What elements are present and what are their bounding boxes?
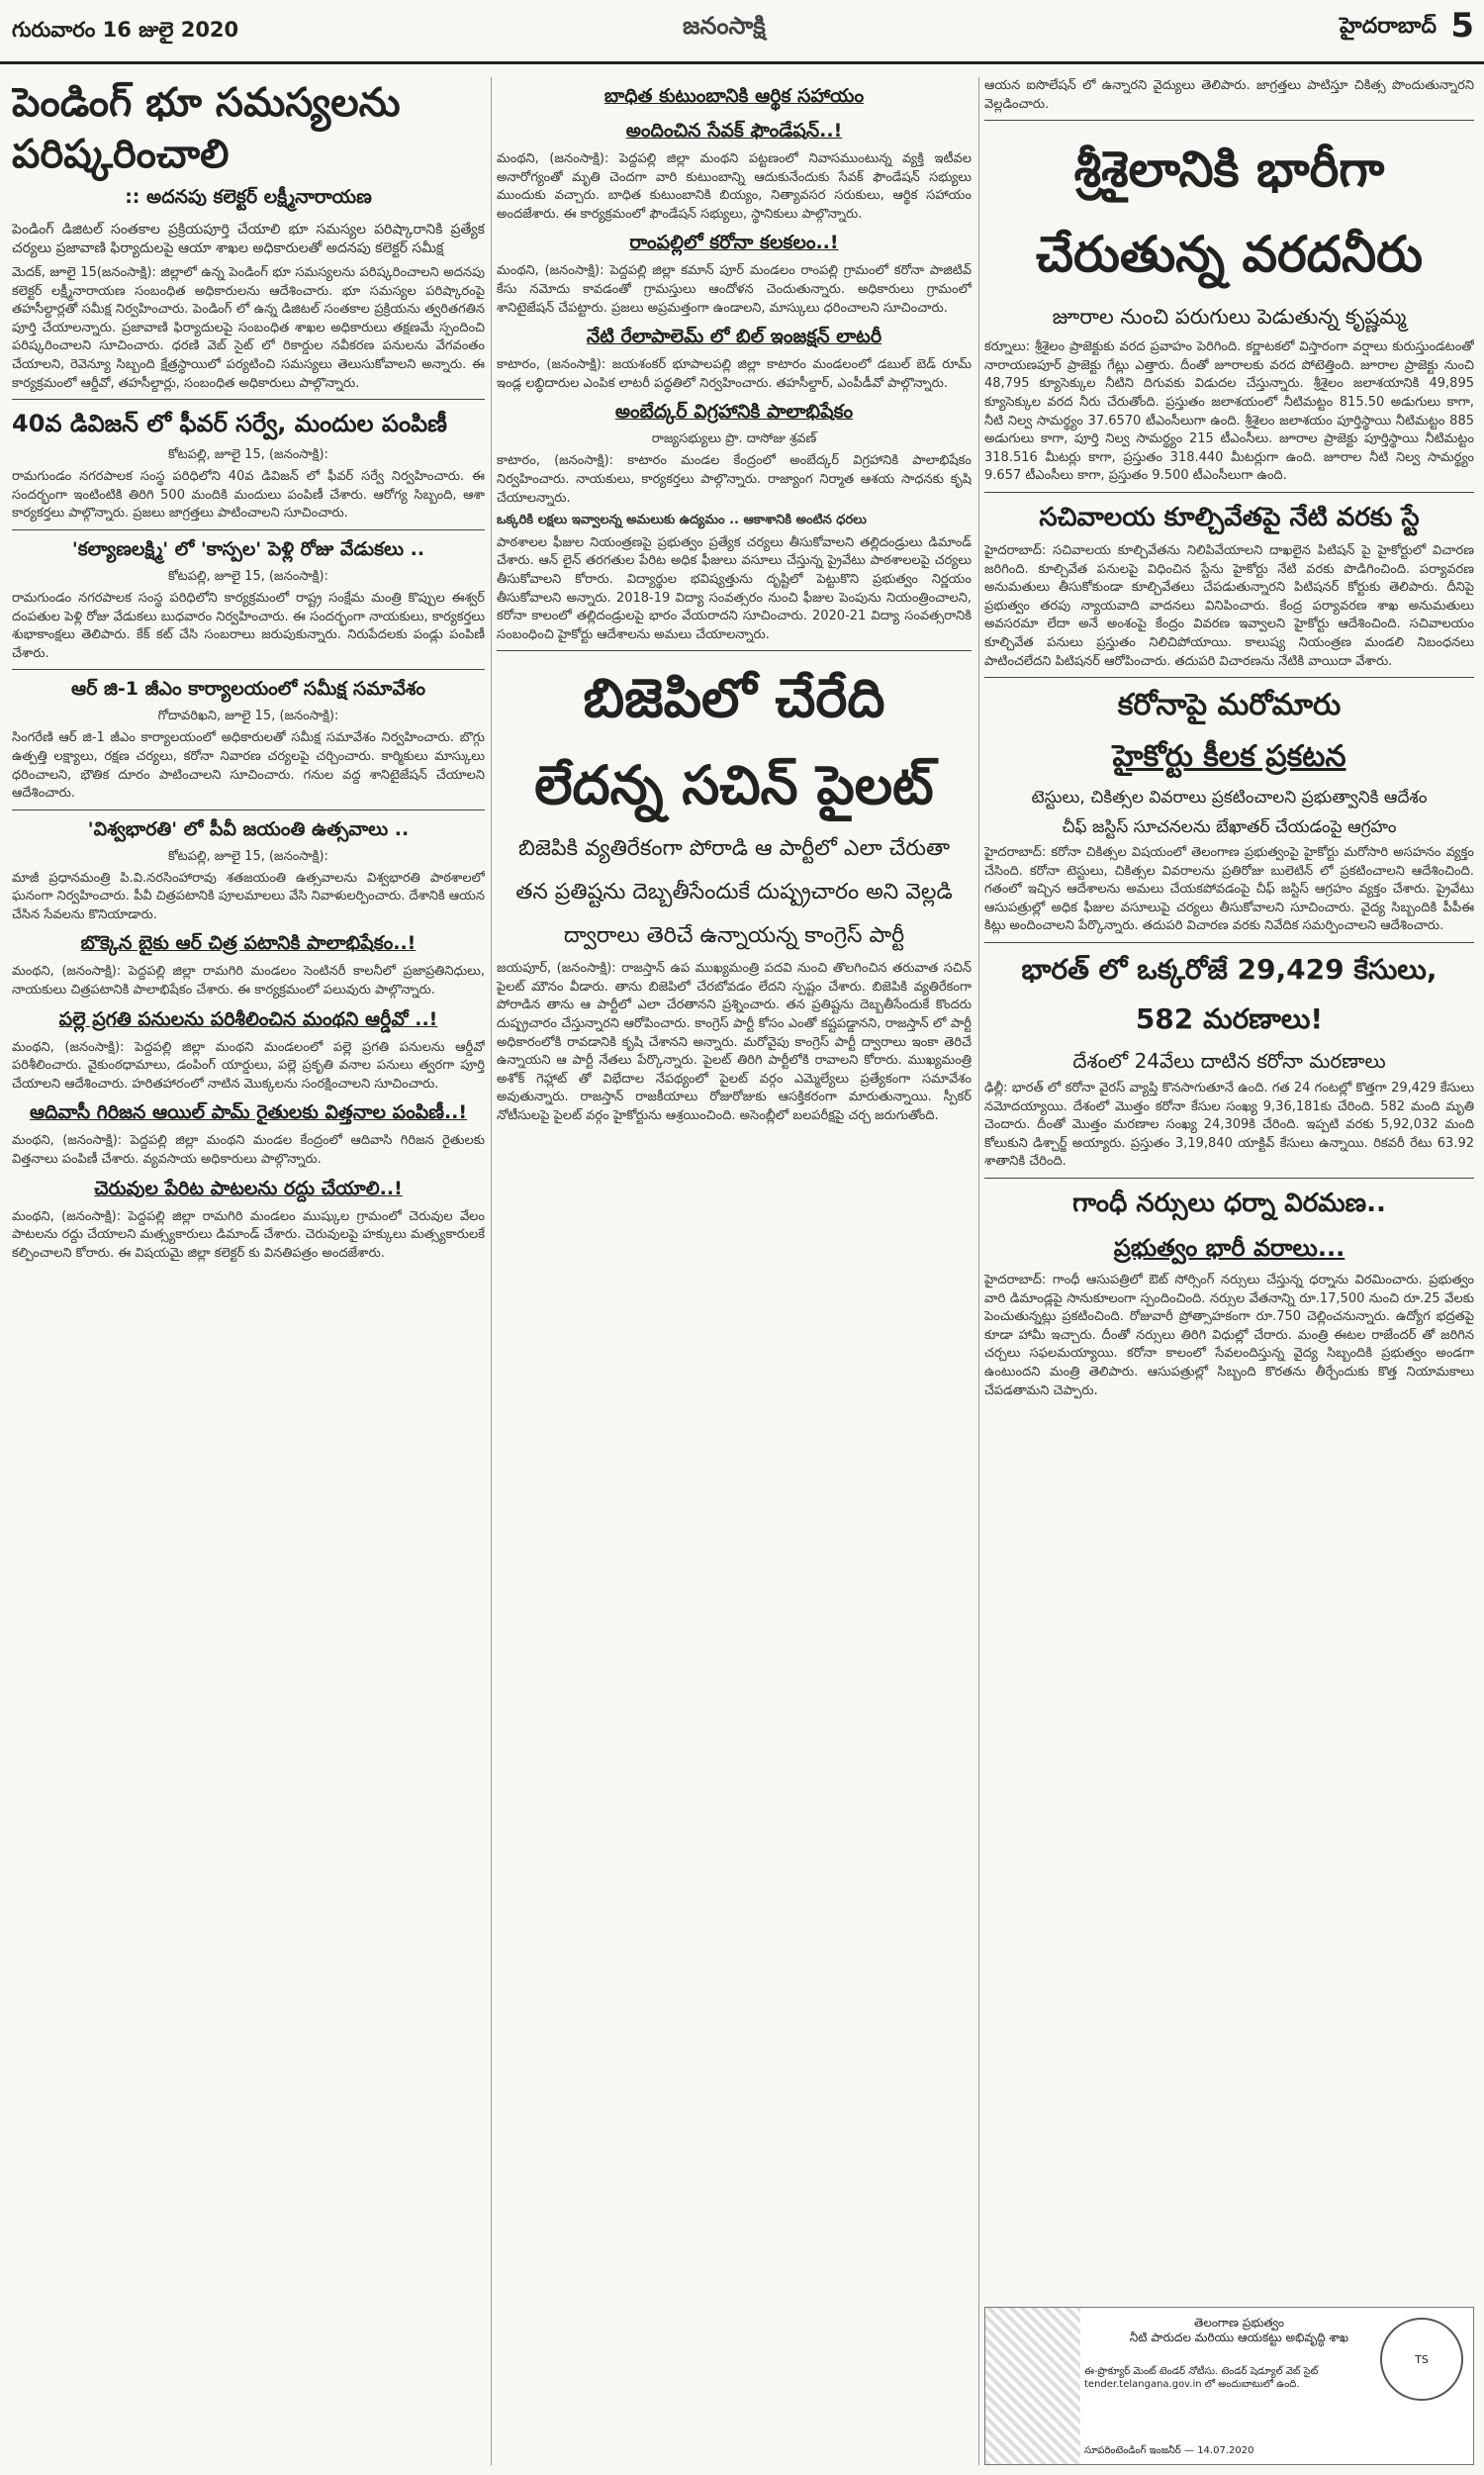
article-body: మెదక్, జూలై 15(జనంసాక్షి): జిల్లాలో ఉన్న పెండింగ్ భూ సమస్యలను పరిష్కరించాలని అదనపు కలెక్టర్ లక్ష్మీనారాయణ సంబంధిత అధికారులను ఆదేశించారు. భూ సమస్యల పరిష్కారంపై తహసీల్దార్లతో సమీక్ష నిర్వహించారు. పెండింగ్ లో ఉన్న డిజిటల్ సంతకాల ప్రక్రియను త్వరితగతిన పూర్తి చేయాలన్నారు. ప్రజావాణి ఫిర్యాదులపై సంబంధిత శాఖల అధికారులు తక్షణమే స్పందించి పరిష్కరించాలని సూచించారు. ధరణి వెబ్ సైట్ లో రికార్డుల నవీకరణ పనులను వేగవంతం చేయాలని, రెవెన్యూ సిబ్బంది క్షేత్రస్థాయిలో పర్యటించి సమస్యలు తెలుసుకోవాలని అన్నారు. ఈ కార్యక్రమంలో ఆర్డీవో, తహసీల్దార్లు, సంబంధిత అధికారులు పాల్గొన్నారు. bbox=[12, 265, 485, 391]
headline-hc-corona-2: హైకోర్టు కీలక ప్రకటన bbox=[1112, 739, 1346, 775]
edition-city: హైదరాబాద్ bbox=[1340, 14, 1437, 39]
headline-secretariat-stay: సచివాలయ కూల్చివేతపై నేటి వరకు స్టే bbox=[1039, 502, 1420, 532]
column-right bbox=[984, 77, 1474, 2465]
headline-pilot-line2: లేదన్న సచిన్ పైలట్ bbox=[534, 754, 934, 817]
deck-line: బిజెపికి వ్యతిరేకంగా పోరాడి ఆ పార్టీలో ఎలా చేరుతా bbox=[517, 836, 951, 862]
article-body: కాటారం, (జనంసాక్షి): జయశంకర్ భూపాలపల్లి జిల్లా కాటారం మండలంలో డబుల్ బెడ్ రూమ్ ఇండ్ల లబ్ధిదారుల ఎంపిక లాటరీ పద్ధతిలో నిర్వహించారు. తహసీల్దార్, ఎంపీడీవో పాల్గొన్నారు. bbox=[497, 357, 972, 391]
divider bbox=[12, 809, 485, 810]
headline-corona-rampalli: రాంపల్లిలో కరోనా కలకలం..! bbox=[629, 232, 839, 254]
divider bbox=[497, 650, 972, 651]
headline-palabhishekam: బొక్కెన బైకు ఆర్ చిత్ర పటానికి పాలాభిషేకం..! bbox=[80, 932, 417, 955]
headline-fever-survey: 40వ డివిజన్ లో ఫీవర్ సర్వే, మందుల పంపిణీ bbox=[12, 410, 447, 438]
deck-line: టెస్టులు, చికిత్సల వివరాలు ప్రకటించాలని ప్రభుత్వానికి ఆదేశం bbox=[1031, 788, 1428, 809]
divider bbox=[984, 1178, 1474, 1179]
article-body: రామగుండం నగరపాలక సంస్థ పరిధిలోని 40వ డివిజన్ లో ఫీవర్ సర్వే నిర్వహించారు. ఈ సందర్భంగా ఇంటింటికి తిరిగి 500 మందికి మందులు పంపిణీ చేశారు. ఆరోగ్య సిబ్బంది, ఆశా కార్యకర్తలు పాల్గొన్నారు. ప్రజలు జాగ్రత్తలు పాటించాలని సూచించారు. bbox=[12, 469, 485, 522]
headline-pilot-line1: బిజెపిలో చేరేది bbox=[583, 667, 885, 730]
column-divider bbox=[978, 77, 979, 2465]
deck-line: చీఫ్ జస్టిస్ సూచనలను బేఖాతర్ చేయడంపై ఆగ్రహం bbox=[1062, 817, 1397, 838]
column-middle bbox=[497, 77, 972, 2465]
headline-hc-corona-1: కరోనాపై మరోమారు bbox=[1117, 688, 1342, 723]
headline-srisailam-line1: శ్రీశైలానికి భారీగా bbox=[1073, 141, 1385, 199]
article-body: మాజీ ప్రధానమంత్రి పి.వి.నరసింహారావు శతజయంతి ఉత్సవాలను విశ్వభారతి పాఠశాలలో ఘనంగా నిర్వహించారు. పీవీ చిత్రపటానికి పూలమాలలు వేసి నివాళులర్పించారు. దేశానికి ఆయన చేసిన సేవలను కొనియాడారు. bbox=[12, 870, 485, 922]
article-body: సింగరేణి ఆర్ జి-1 జీఎం కార్యాలయంలో అధికారులతో సమీక్ష సమావేశం నిర్వహించారు. బొగ్గు ఉత్పత్తి లక్ష్యాలు, రక్షణ చర్యలు, కరోనా నివారణ చర్యలపై చర్చించారు. కార్మికులు మాస్కులు ధరించాలని, భౌతిక దూరం పాటించాలని సూచించారు. గనుల వద్ద శానిటైజేషన్ చేయాలని ఆదేశించారు. bbox=[12, 730, 485, 802]
headline-rdo-inspection: పల్లె ప్రగతి పనులను పరిశీలించిన మంథని ఆర్డీవో ..! bbox=[58, 1007, 438, 1030]
headline-review-meeting: ఆర్ జి-1 జీఎం కార్యాలయంలో సమీక్ష సమావేశం bbox=[70, 678, 426, 701]
divider bbox=[984, 492, 1474, 493]
dateline: గోదావరిఖని, జూలై 15, (జనంసాక్షి): bbox=[157, 709, 339, 724]
article-body: హైదరాబాద్: గాంధీ ఆసుపత్రిలో ఔట్ సోర్సింగ్ నర్సులు చేస్తున్న ధర్నాను విరమించారు. ప్రభుత్వం వారి డిమాండ్లపై సానుకూలంగా స్పందించింది. నర్సుల వేతనాన్ని రూ.17,500 నుంచి రూ.25 వేలకు పెంచుతున్నట్లు ప్రకటించింది. రోజువారీ ప్రోత్సాహకంగా రూ.750 చెల్లించనున్నారు. ఉద్యోగ భద్రతపై కూడా హామీ ఇచ్చారు. దీంతో నర్సులు తిరిగి విధుల్లో చేరారు. మంత్రి ఈటల రాజేందర్ తో జరిగిన చర్చలు సఫలమయ్యాయి. కరోనా కాలంలో సేవలందిస్తున్న వైద్య సిబ్బందికి ప్రభుత్వం అండగా ఉంటుందని మంత్రి తెలిపారు. ఆసుపత్రుల్లో సిబ్బంది కొరతను తీర్చేందుకు కొత్త నియామకాలు చేపడతామని చెప్పారు. bbox=[984, 1273, 1474, 1398]
article-body: మంథని, (జనంసాక్షి): పెద్దపల్లి జిల్లా కమాన్ పూర్ మండలం రాంపల్లి గ్రామంలో కరోనా పాజిటివ్ కేసు నమోదు కావడంతో గ్రామస్తులు ఆందోళన చెందుతున్నారు. అధికారులు గ్రామంలో శానిటైజేషన్ చేపట్టారు. ప్రజలు అప్రమత్తంగా ఉండాలని, మాస్కులు ధరించాలని సూచించారు. bbox=[497, 263, 972, 316]
divider bbox=[12, 529, 485, 530]
headline-nurses-2: ప్రభుత్వం భారీ వరాలు... bbox=[1113, 1234, 1345, 1263]
ad-pattern bbox=[985, 2308, 1080, 2464]
kicker-aid: బాధిత కుటుంబానికి ఆర్థిక సహాయం bbox=[603, 85, 865, 107]
headline-india-deaths: 582 మరణాలు! bbox=[1135, 1002, 1324, 1036]
article-body: మంథని, (జనంసాక్షి): పెద్దపల్లి జిల్లా రామగిరి మండలం ముష్కుల గ్రామంలో చెరువుల వేలం పాటలను రద్దు చేయాలని మత్స్యకారులు డిమాండ్ చేశారు. చెరువులపై హక్కులు మత్స్యకారులకే కల్పించాలని కోరారు. ఈ విషయమై జిల్లా కలెక్టర్ కు వినతిపత్రం అందజేశారు. bbox=[12, 1208, 485, 1261]
article-body: మంథని, (జనంసాక్షి): పెద్దపల్లి జిల్లా మంథని మండలంలో పల్లె ప్రగతి పనులను ఆర్డీవో పరిశీలించారు. వైకుంఠధామాలు, డంపింగ్ యార్డులు, పల్లె ప్రకృతి వనాల పనులు త్వరగా పూర్తి చేయాలని ఆదేశించారు. హరితహారంలో నాటిన మొక్కలను సంరక్షించాలని సూచించారు. bbox=[12, 1039, 485, 1092]
divider bbox=[984, 677, 1474, 678]
headline-anniversary: 'కల్యాణలక్ష్మి' లో 'కాస్పల' పెళ్లి రోజు వేడుకలు .. bbox=[71, 537, 425, 560]
headline-land-issues: పెండింగ్ భూ సమస్యలను పరిష్కరించాలి bbox=[12, 80, 401, 177]
dateline: కోటపల్లి, జూలై 15, (జనంసాక్షి): bbox=[168, 447, 328, 463]
headline-pv-jayanthi: 'విశ్వభారతి' లో పీవీ జయంతి ఉత్సవాలు .. bbox=[87, 817, 410, 840]
deck-line: ద్వారాలు తెరిచే ఉన్నాయన్న కాంగ్రెస్ పార్టీ bbox=[563, 923, 905, 949]
dateline: రాజ్యసభ్యులు ప్రొ. దాసోజు శ్రవణ్ bbox=[651, 431, 817, 447]
ad-footer: సూపరింటెండింగ్ ఇంజనీర్ — 14.07.2020 bbox=[1084, 2445, 1254, 2456]
article-body: ఆయన ఐసొలేషన్ లో ఉన్నారని వైద్యులు తెలిపారు. జాగ్రత్తలు పాటిస్తూ చికిత్స పొందుతున్నారని వెల్లడించారు. bbox=[984, 78, 1474, 112]
column-left bbox=[12, 77, 485, 2465]
divider bbox=[12, 669, 485, 670]
headline-sevak-foundation: అందించిన సేవక్ ఫౌండేషన్..! bbox=[625, 120, 843, 142]
deck-line: దేశంలో 24వేలు దాటిన కరోనా మరణాలు bbox=[1072, 1049, 1386, 1074]
divider bbox=[984, 942, 1474, 943]
headline-tanks: చెరువుల పేరిట పాటలను రద్దు చేయాలి..! bbox=[94, 1177, 403, 1199]
dateline: కోటపల్లి, జూలై 15, (జనంసాక్షి): bbox=[168, 568, 328, 584]
article-body: హైదరాబాద్: కరోనా చికిత్సల విషయంలో తెలంగాణ ప్రభుత్వంపై హైకోర్టు మరోసారి అసహనం వ్యక్తం చేసింది. కరోనా టెస్టులు, చికిత్సల వివరాలను ప్రతిరోజు బులెటిన్ లో ప్రకటించాలని ఆదేశించింది. గతంలో ఇచ్చిన ఆదేశాలను అమలు చేయకపోవడంపై చీఫ్ జస్టిస్ ఆగ్రహం వ్యక్తం చేశారు. ప్రైవేటు ఆసుపత్రుల్లో అధిక ఫీజుల వసూలుపై చర్యలు తీసుకోవాలని సూచించారు. వైద్య సిబ్బందికి పీపీఈ కిట్లు అందించాలని పేర్కొన్నారు. తదుపరి విచారణ వరకు నివేదిక సమర్పించాలని ఆదేశించారు. bbox=[984, 845, 1474, 934]
dateline: కోటపల్లి, జూలై 15, (జనంసాక్షి): bbox=[168, 848, 328, 864]
headline-lottery: నేటి రేలాపాలెమ్ లో బిల్ ఇంజక్షన్ లాటరీ bbox=[586, 326, 882, 348]
headline-nurses: గాంధీ నర్సులు ధర్నా విరమణ.. bbox=[1072, 1189, 1386, 1219]
article-body: కాటారం, (జనంసాక్షి): కాటారం మండల కేంద్రంలో అంబేద్కర్ విగ్రహానికి పాలాభిషేకం నిర్వహించారు. నాయకులు, కార్యకర్తలు పాల్గొన్నారు. రాజ్యాంగ నిర్మాత ఆశయ సాధనకు కృషి చేయాలన్నారు. bbox=[497, 453, 972, 506]
article-body: కర్నూలు: శ్రీశైలం ప్రాజెక్టుకు వరద ప్రవాహం పెరిగింది. కర్ణాటకలో విస్తారంగా వర్షాలు కురుస్తుండటంతో నారాయణపూర్ ప్రాజెక్టు గేట్లు ఎత్తారు. దీంతో జూరాలకు వరద పోటెత్తింది. జూరాల ప్రాజెక్టు నుంచి 48,795 క్యూసెక్కుల నీటిని దిగువకు విడుదల చేస్తున్నారు. శ్రీశైలం జలాశయానికి 49,895 క్యూసెక్కుల వరద నీరు చేరుతోంది. ప్రస్తుతం జలాశయంలో నీటిమట్టం 815.50 అడుగులు కాగా, నీటి నిల్వ సామర్థ్యం 37.6570 టీఎంసీలుగా ఉంది. శ్రీశైలం జలాశయం పూర్తిస్థాయి నీటిమట్టం 885 అడుగులు కాగా, పూర్తి నిల్వ సామర్థ్యం 215 టీఎంసీలు. జూరాల ప్రాజెక్టు పూర్తిస్థాయి నీటిమట్టం 318.516 మీటర్లు కాగా, ప్రస్తుతం 318.440 మీటర్లుగా ఉంది. జూరాల నీటి నిల్వ సామర్థ్యం 9.657 టీఎంసీలు కాగా, ప్రస్తుతం 9.500 టీఎంసీలుగా ఉంది. bbox=[984, 339, 1474, 484]
subhead-jurala: జూరాల నుంచి పరుగులు పెడుతున్న కృష్ణమ్మ bbox=[1052, 305, 1407, 330]
headline-ambedkar: అంబేద్కర్ విగ్రహానికి పాలాభిషేకం bbox=[614, 401, 854, 424]
page-number: 5 bbox=[1450, 6, 1474, 46]
issue-date: గురువారం 16 జులై 2020 bbox=[12, 18, 239, 42]
emblem-icon: TS bbox=[1380, 2318, 1463, 2401]
subhead-collector: :: అదనపు కలెక్టర్ లక్ష్మీనారాయణ bbox=[125, 186, 372, 208]
small-kicker: ఒక్కరికి లక్షలు ఇవ్వాలన్న అమలుకు ఉద్యమం .. ఆకాశానికి అంటిన ధరలు bbox=[497, 513, 867, 528]
article-body: మంథని, (జనంసాక్షి): పెద్దపల్లి జిల్లా మంథని పట్టణంలో నివాసముంటున్న వ్యక్తి ఇటీవల అనారోగ్యంతో మృతి చెందగా వారి కుటుంబాన్ని ఆదుకునేందుకు సేవక్ ఫౌండేషన్ సభ్యులు ముందుకు వచ్చారు. బాధిత కుటుంబానికి బియ్యం, నిత్యావసర సరుకులు, ఆర్థిక సహాయం అందజేశారు. ఈ కార్యక్రమంలో ఫౌండేషన్ సభ్యులు, స్థానికులు పాల్గొన్నారు. bbox=[497, 151, 972, 222]
newspaper-logo: జనంసాక్షి bbox=[683, 12, 766, 40]
article-body: ఢిల్లీ: భారత్ లో కరోనా వైరస్ వ్యాప్తి కొనసాగుతూనే ఉంది. గత 24 గంటల్లో కొత్తగా 29,429 కేసులు నమోదయ్యాయి. దేశంలో మొత్తం కరోనా కేసుల సంఖ్య 9,36,181కు చేరింది. 582 మంది మృతి చెందారు. దీంతో మొత్తం మరణాల సంఖ్య 24,309కి చేరింది. ఇప్పటి వరకు 5,92,032 మంది కోలుకుని డిశ్చార్జ్ అయ్యారు. ప్రస్తుతం 3,19,840 యాక్టివ్ కేసులు ఉన్నాయి. రికవరీ రేటు 63.92 శాతానికి చేరింది. bbox=[984, 1081, 1474, 1170]
headline-india-cases: భారత్ లో ఒక్కరోజే 29,429 కేసులు, bbox=[1021, 953, 1438, 987]
article-body: జయపూర్, (జనంసాక్షి): రాజస్తాన్ ఉప ముఖ్యమంత్రి పదవి నుంచి తొలగించిన తరువాత సచిన్ పైలట్ మౌనం వీడారు. తాను బిజెపిలో చేరబోవడం లేదని స్పష్టం చేశారు. బిజెపికి వ్యతిరేకంగా పోరాడిన తాను ఆ పార్టీలో ఎలా చేరతానని ప్రశ్నించారు. తన ప్రతిష్టను దెబ్బతీసేందుకే కొందరు దుష్ప్రచారం చేస్తున్నారని ఆరోపించారు. కాంగ్రెస్ పార్టీ కోసం ఎంతో కష్టపడ్డానని, రాజస్తాన్ లో పార్టీ అధికారంలోకి రావడానికి కృషి చేశానని అన్నారు. మరోవైపు కాంగ్రెస్ పార్టీ ద్వారాలు ఇంకా తెరిచే ఉన్నాయని ఆ పార్టీ నేతలు పేర్కొన్నారు. పైలట్ తిరిగి పార్టీలోకి రావాలని కోరారు. ముఖ్యమంత్రి అశోక్ గెహ్లాట్ తో విభేదాల నేపథ్యంలో పైలట్ వర్గం ఎమ్మెల్యేలు ప్రత్యేకంగా సమావేశం అవుతున్నారు. రాజస్తాన్ రాజకీయాలు రోజురోజుకు ఆసక్తికరంగా మారుతున్నాయి. స్పీకర్ నోటీసులపై పైలట్ వర్గం హైకోర్టును ఆశ్రయించింది. అసెంబ్లీలో బలపరీక్షపై చర్చ జరుగుతోంది. bbox=[497, 961, 972, 1124]
ad-title: తెలంగాణ ప్రభుత్వం నీటి పారుదల మరియు ఆయకట్టు అభివృద్ధి శాఖ bbox=[1129, 2316, 1349, 2344]
divider bbox=[984, 120, 1474, 121]
divider bbox=[12, 399, 485, 400]
lede-text: పెండింగ్ డిజిటల్ సంతకాల ప్రక్రియపూర్తి చేయాలి భూ సమస్యల పరిష్కారానికి ప్రత్యేక చర్యలు ప్రజావాణి ఫిర్యాదులపై ఆయా శాఖల అధికారులతో అదనపు కలెక్టర్ సమీక్ష bbox=[12, 222, 485, 256]
ad-body: ఈ-ప్రొక్యూర్ మెంట్ టెండర్ నోటీసు. టెండర్ షెడ్యూల్ వెబ్ సైట్ tender.telangana.gov.in లో అందుబాటులో ఉంది. bbox=[1084, 2366, 1319, 2390]
article-body: పాఠశాలల ఫీజుల నియంత్రణపై ప్రభుత్వం ప్రత్యేక చర్యలు తీసుకోవాలని తల్లిదండ్రులు డిమాండ్ చేశారు. ఆన్ లైన్ తరగతుల పేరిట అధిక ఫీజులు వసూలు చేస్తున్న ప్రైవేటు పాఠశాలలపై చర్యలు తీసుకోవాలని కోరారు. విద్యార్థుల భవిష్యత్తును దృష్టిలో పెట్టుకొని ప్రభుత్వం నిర్ణయం తీసుకోవాలని అన్నారు. 2018-19 విద్యా సంవత్సరం నుంచి ఫీజుల పెంపును నియంత్రించాలని, కరోనా కాలంలో తల్లిదండ్రులపై భారం వేయరాదని సూచించారు. 2020-21 విద్యా సంవత్సరానికి సంబంధించి హైకోర్టు ఆదేశాలను అమలు చేయాలన్నారు. bbox=[497, 534, 972, 642]
column-divider bbox=[491, 77, 492, 2465]
tender-advertisement bbox=[984, 2307, 1474, 2465]
article-body: మంథని, (జనంసాక్షి): పెద్దపల్లి జిల్లా రామగిరి మండలం సెంటినరీ కాలనీలో ప్రజాప్రతినిధులు, నాయకులు చిత్రపటానికి పాలాభిషేకం చేశారు. ఈ కార్యక్రమంలో పలువురు పాల్గొన్నారు. bbox=[12, 964, 485, 999]
headline-srisailam-line2: చేరుతున్న వరదనీరు bbox=[1035, 226, 1424, 284]
masthead bbox=[0, 0, 1484, 64]
article-body: మంథని, (జనంసాక్షి): పెద్దపల్లి జిల్లా మంథని మండల కేంద్రంలో ఆదివాసి గిరిజన రైతులకు విత్తనాలు పంపిణీ చేశారు. వ్యవసాయ అధికారులు పాల్గొన్నారు. bbox=[12, 1133, 485, 1168]
article-body: హైదరాబాద్: సచివాలయ కూల్చివేతను నిలిపివేయాలని దాఖలైన పిటిషన్ పై హైకోర్టులో విచారణ జరిగింది. కూల్చివేత పనులపై విధించిన స్టేను హైకోర్టు నేటి వరకు పొడిగించింది. పర్యావరణ అనుమతులు తీసుకోకుండా కూల్చివేతలు చేపడుతున్నారని పిటిషనర్ కోర్టుకు తెలిపారు. దీనిపై ప్రభుత్వం తరపు న్యాయవాది వాదనలు వినిపించారు. కేంద్ర పర్యావరణ శాఖ అనుమతులు అవసరమా లేదా అనే అంశంపై కేంద్రం వివరణ ఇవ్వాలని హైకోర్టు ఆదేశించింది. సచివాలయం కూల్చివేత పనులు ప్రస్తుతం నిలిచిపోయాయి. కాలుష్య నియంత్రణ మండలి నిబంధనలు పాటించలేదని పిటిషనర్ ఆరోపించారు. తదుపరి విచారణను నేటికి వాయిదా వేశారు. bbox=[984, 542, 1474, 669]
deck-line: తన ప్రతిష్టను దెబ్బతీసేందుకే దుష్ప్రచారం అని వెల్లడి bbox=[515, 880, 953, 905]
headline-seeds: ఆదివాసీ గిరిజన ఆయిల్ పామ్ రైతులకు విత్తనాల పంపిణీ..! bbox=[29, 1101, 468, 1124]
article-body: రామగుండం నగరపాలక సంస్థ పరిధిలోని కార్యక్రమంలో రాష్ట్ర సంక్షేమ మంత్రి కొప్పుల ఈశ్వర్ దంపతుల పెళ్లి రోజు వేడుకలు బుధవారం నిర్వహించారు. ఈ సందర్భంగా నాయకులు, కార్యకర్తలు శుభాకాంక్షలు తెలిపారు. కేక్ కట్ చేసి సంబరాలు జరుపుకున్నారు. నిరుపేదలకు పండ్లు పంపిణీ చేశారు. bbox=[12, 590, 485, 661]
